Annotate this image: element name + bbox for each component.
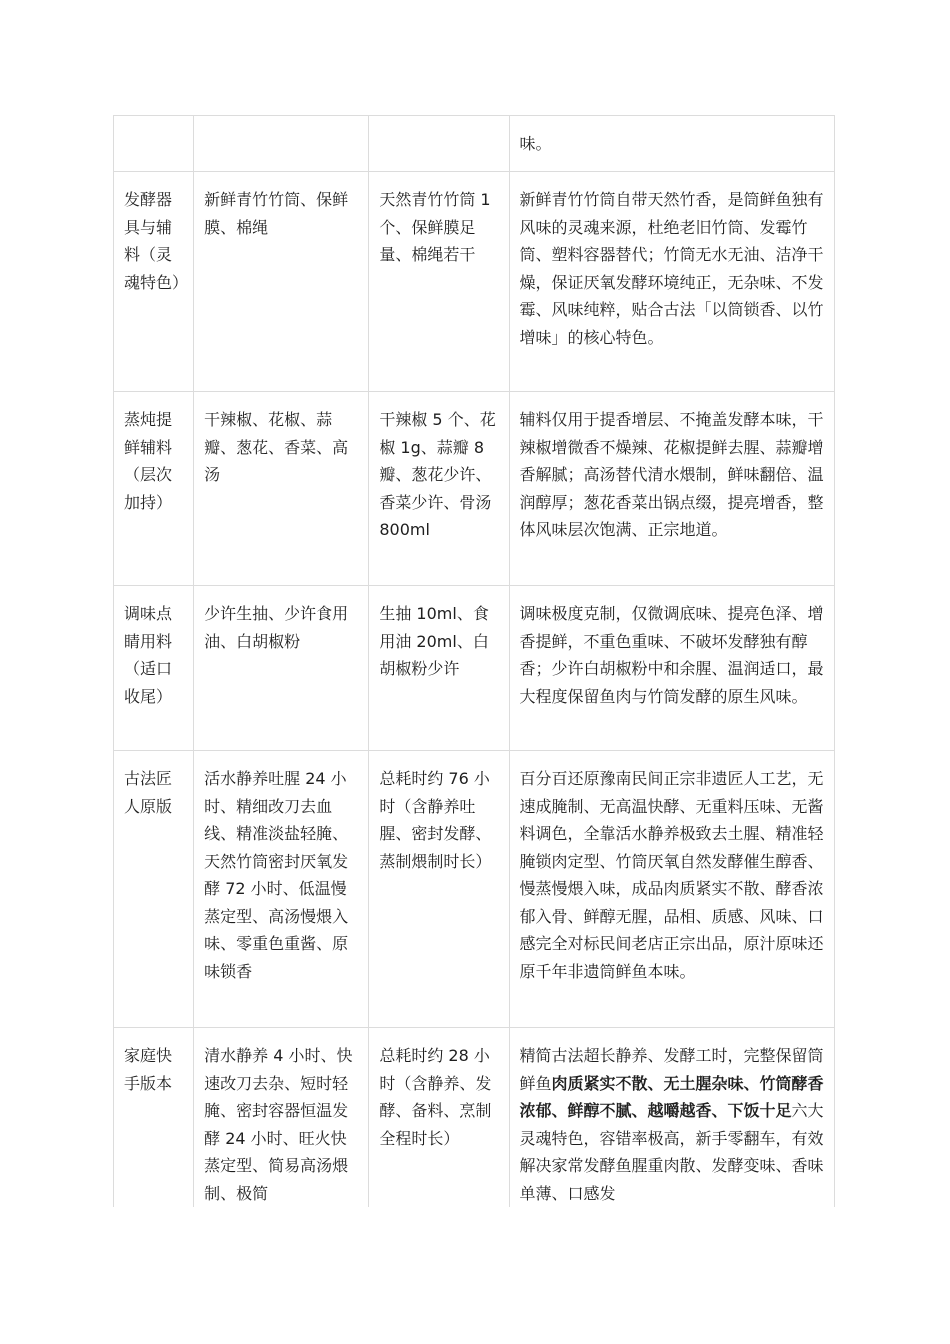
ingredients-cell: 少许生抽、少许食用油、白胡椒粉	[194, 586, 369, 751]
amount-cell: 干辣椒 5 个、花椒 1g、蒜瓣 8 瓣、葱花少许、香菜少许、骨汤 800ml	[369, 392, 509, 586]
amount-cell: 生抽 10ml、食用油 20ml、白胡椒粉少许	[369, 586, 509, 751]
ingredients-cell	[194, 116, 369, 172]
category-cell	[114, 116, 194, 172]
recipe-table	[113, 115, 835, 1207]
category-cell: 蒸炖提鲜辅料（层次加持）	[114, 392, 194, 586]
ingredients-cell: 新鲜青竹竹筒、保鲜膜、棉绳	[194, 172, 369, 392]
table-row	[114, 392, 835, 586]
amount-cell	[369, 116, 509, 172]
note-cell	[509, 1028, 834, 1208]
table-row	[114, 586, 835, 751]
ingredients-cell: 干辣椒、花椒、蒜瓣、葱花、香菜、高汤	[194, 392, 369, 586]
category-cell: 古法匠人原版	[114, 751, 194, 1028]
amount-cell: 天然青竹竹筒 1 个、保鲜膜足量、棉绳若干	[369, 172, 509, 392]
note-text: 六大灵魂特色，容错率极高，新手零翻车，有效解决家常发酵鱼腥重肉散、发酵变味、香味单薄、口感发	[519, 1101, 824, 1203]
note-cell: 新鲜青竹竹筒自带天然竹香，是筒鲜鱼独有风味的灵魂来源，杜绝老旧竹筒、发霉竹筒、塑料容器替代；竹筒无水无油、洁净干燥，保证厌氧发酵环境纯正，无杂味、不发霉、风味纯粹，贴合古法「以筒锁香、以竹增味」的核心特色。	[509, 172, 834, 392]
note-text: 精简古法超长静养、发酵工时，完整保留筒鲜鱼	[519, 1046, 824, 1093]
note-highlight: 肉质紧实不散、无土腥杂味、竹筒酵香浓郁、鲜醇不腻、越嚼越香、下饭十足	[519, 1073, 824, 1120]
note-cell: 辅料仅用于提香增层、不掩盖发酵本味，干辣椒增微香不燥辣、花椒提鲜去腥、蒜瓣增香解腻；高汤替代清水煨制，鲜味翻倍、温润醇厚；葱花香菜出锅点缀，提亮增香，整体风味层次饱满、正宗地道。	[509, 392, 834, 586]
ingredients-cell: 清水静养 4 小时、快速改刀去杂、短时轻腌、密封容器恒温发酵 24 小时、旺火快蒸定型、简易高汤煨制、极简	[194, 1028, 369, 1208]
amount-cell: 总耗时约 76 小时（含静养吐腥、密封发酵、蒸制煨制时长）	[369, 751, 509, 1028]
table-row	[114, 1028, 835, 1208]
note-cell: 百分百还原豫南民间正宗非遗匠人工艺，无速成腌制、无高温快酵、无重料压味、无酱料调色，全靠活水静养极致去土腥、精准轻腌锁肉定型、竹筒厌氧自然发酵催生醇香、慢蒸慢煨入味，成品肉质紧实不散、酵香浓郁入骨、鲜醇无腥，品相、质感、风味、口感完全对标民间老店正宗出品，原汁原味还原千年非遗筒鲜鱼本味。	[509, 751, 834, 1028]
category-cell: 调味点睛用料（适口收尾）	[114, 586, 194, 751]
table-row	[114, 751, 835, 1028]
category-cell: 家庭快手版本	[114, 1028, 194, 1208]
category-cell: 发酵器具与辅料（灵魂特色）	[114, 172, 194, 392]
amount-cell: 总耗时约 28 小时（含静养、发酵、备料、烹制全程时长）	[369, 1028, 509, 1208]
ingredients-cell: 活水静养吐腥 24 小时、精细改刀去血线、精准淡盐轻腌、天然竹筒密封厌氧发酵 72 小时、低温慢蒸定型、高汤慢煨入味、零重色重酱、原味锁香	[194, 751, 369, 1028]
table-row	[114, 172, 835, 392]
note-cell: 味。	[509, 116, 834, 172]
note-cell: 调味极度克制，仅微调底味、提亮色泽、增香提鲜，不重色重味、不破坏发酵独有醇香；少许白胡椒粉中和余腥、温润适口，最大程度保留鱼肉与竹筒发酵的原生风味。	[509, 586, 834, 751]
table-row	[114, 116, 835, 172]
